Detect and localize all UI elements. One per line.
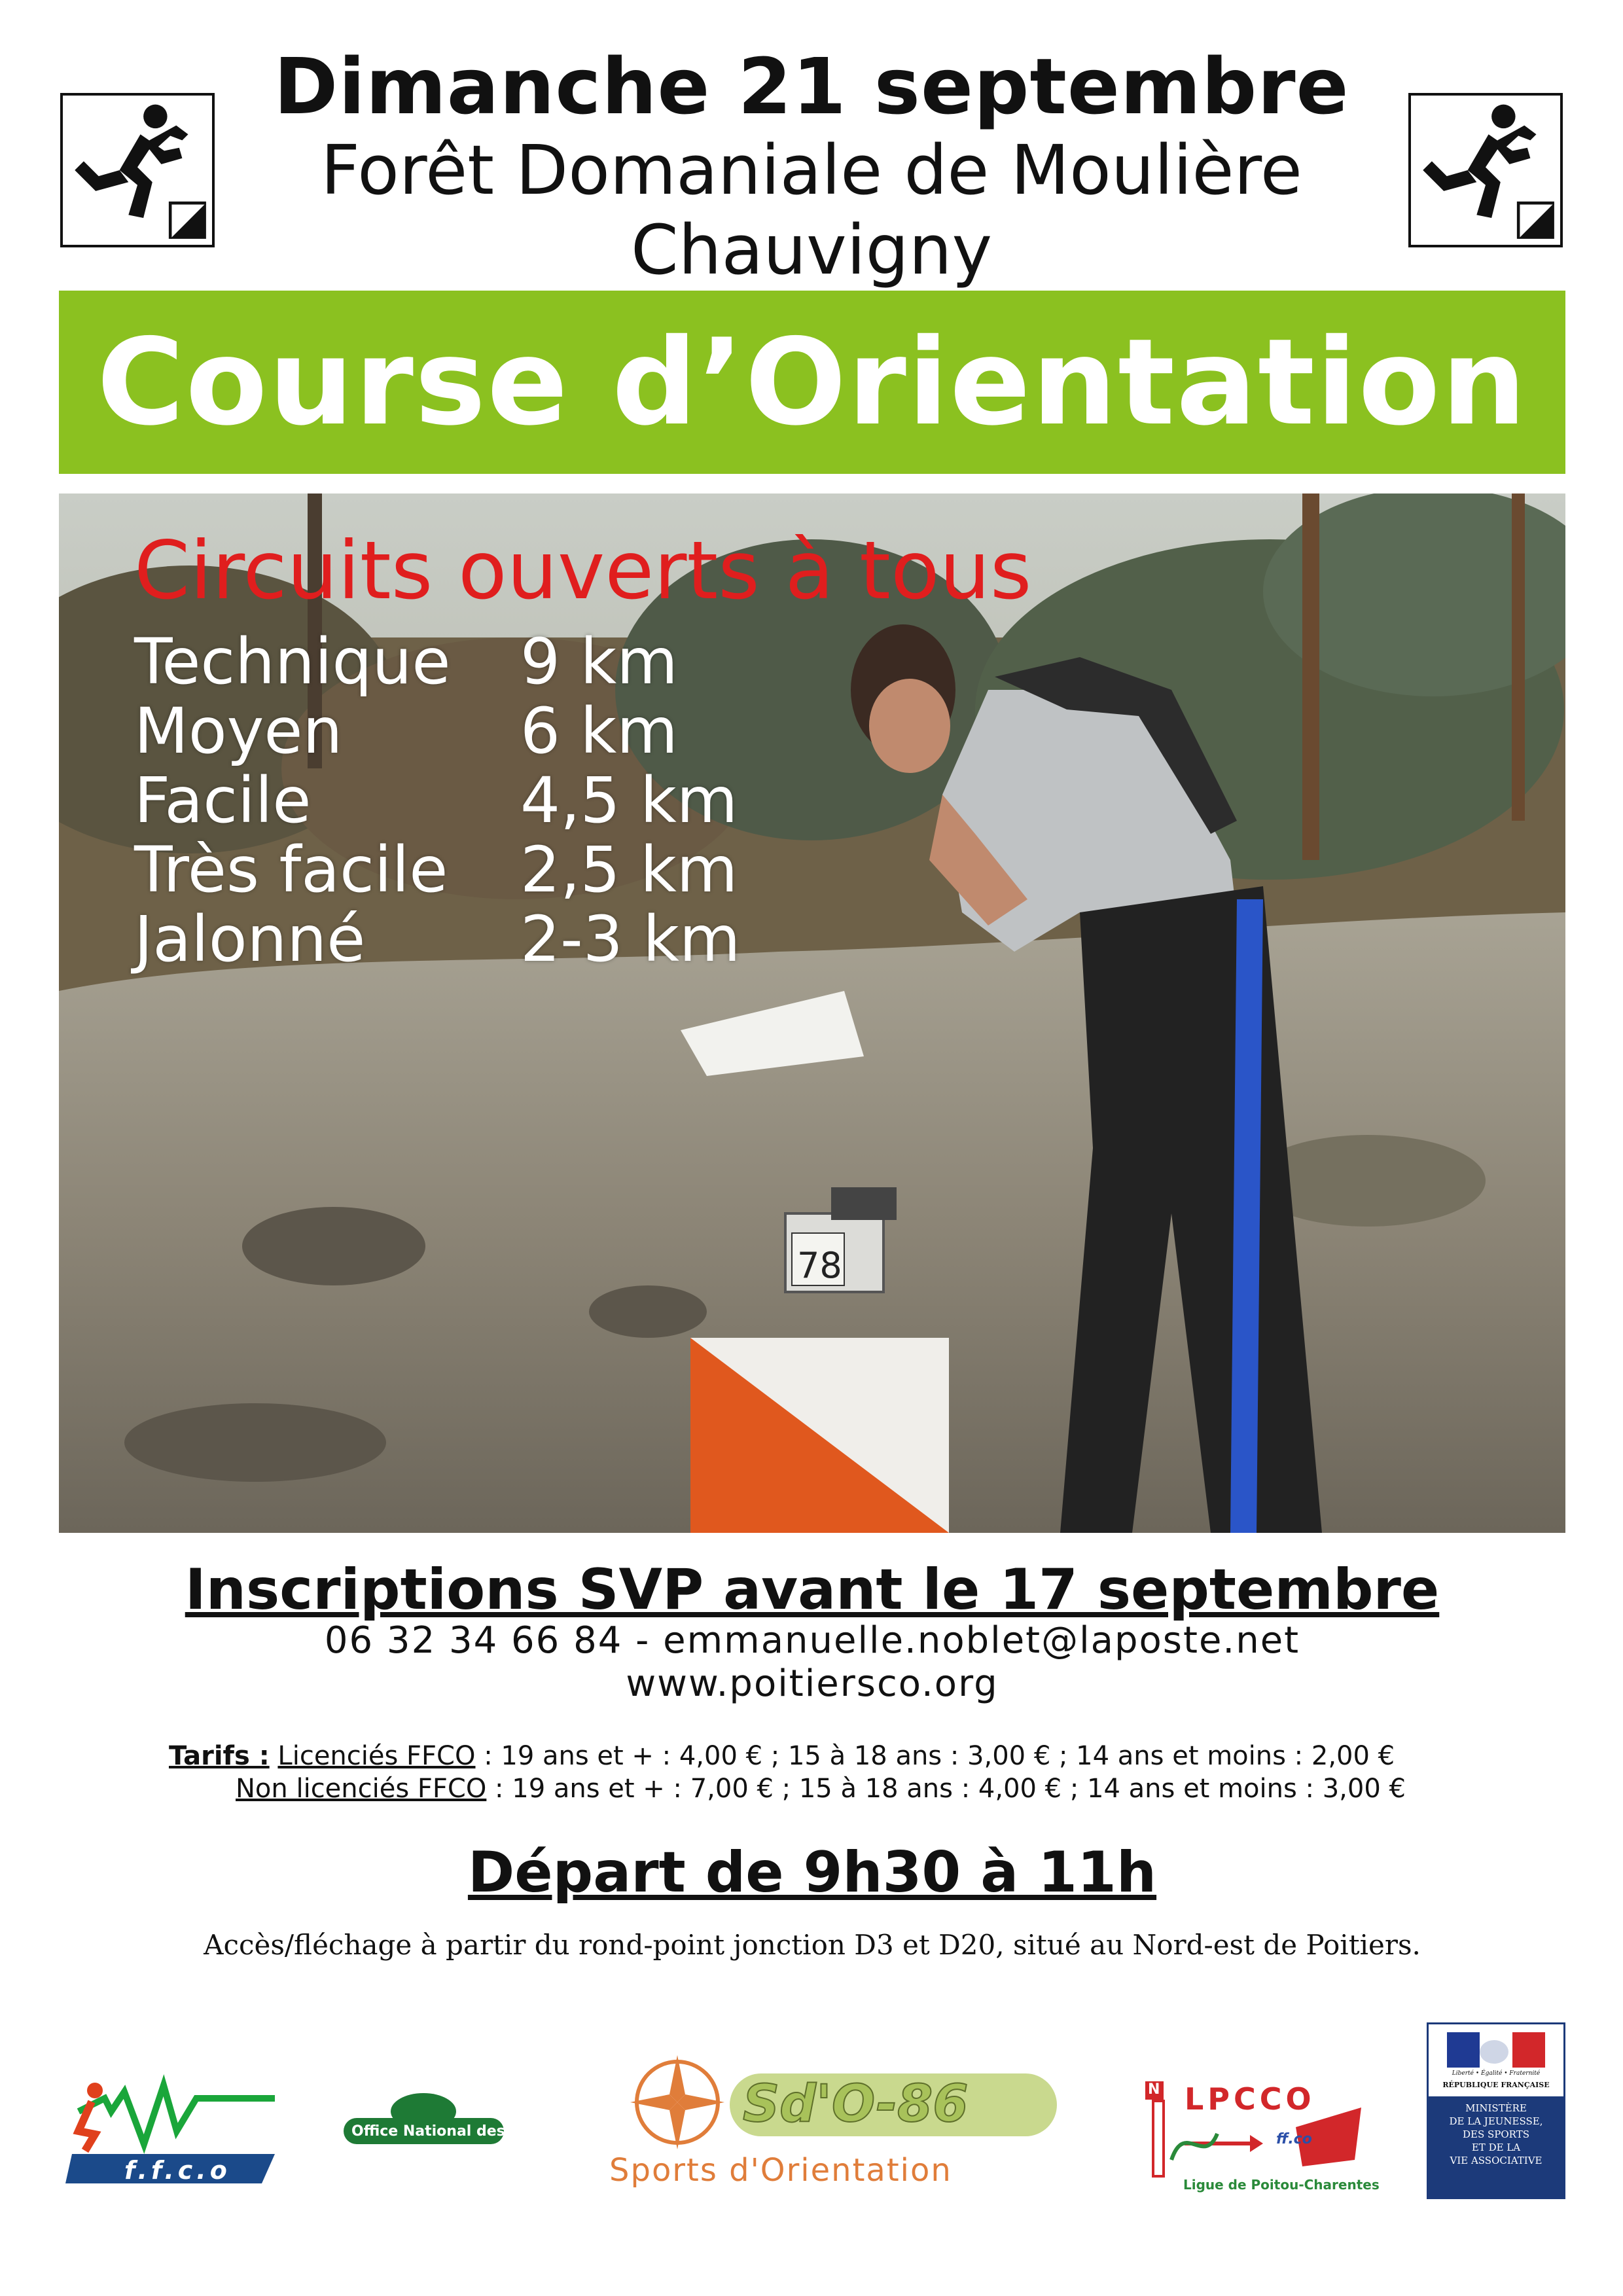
circuit-distance: 2,5 km [520, 833, 738, 906]
circuit-distance: 4,5 km [520, 764, 738, 837]
ministry-name-line: DE LA JEUNESSE, [1449, 2115, 1543, 2127]
circuit-name: Facile [134, 764, 312, 837]
circuit-name: Très facile [134, 833, 448, 906]
circuit-name: Jalonné [134, 903, 366, 976]
start-time-title: Départ de 9h30 à 11h [467, 1840, 1157, 1905]
orienteering-runner-icon-left [60, 93, 215, 247]
sdo86-subtitle: Sports d'Orientation [609, 2152, 952, 2189]
circuit-distance: 6 km [520, 694, 678, 768]
ministry-header [1429, 2024, 1563, 2096]
circuit-row [134, 764, 738, 837]
event-date: Dimanche 21 septembre [274, 41, 1349, 132]
tarif-licensed [169, 1740, 1395, 1772]
contact-line: 06 32 34 66 84 - emmanuelle.noblet@laposte.net [324, 1619, 1300, 1662]
circuit-row [134, 694, 678, 768]
onf-logo [344, 2092, 562, 2151]
circuit-row [134, 833, 738, 906]
ministry-name-line: DES SPORTS [1463, 2128, 1529, 2140]
event-title-banner: Course d’Orientation [59, 291, 1565, 474]
lpcco-subtitle: Ligue de Poitou-Charentes [1183, 2177, 1380, 2193]
circuit-distance: 9 km [520, 625, 678, 698]
onf-text: Office National des Forêts [351, 2123, 562, 2140]
ministry-name-line: VIE ASSOCIATIVE [1450, 2155, 1543, 2166]
circuits-title: Circuits ouverts à tous [134, 524, 1032, 617]
orienteering-runner-icon [63, 96, 212, 245]
sdo86-logo [605, 2055, 1077, 2193]
event-city: Chauvigny [630, 210, 993, 290]
sdo86-name: Sd'O-86 [743, 2075, 969, 2134]
lpcco-n: N [1148, 2081, 1160, 2098]
tarif-label: Tarifs : [169, 1741, 270, 1771]
ministry-motto: Liberté • Égalité • Fraternité [1452, 2070, 1541, 2077]
circuit-name: Technique [134, 625, 451, 698]
licensed-label: Licenciés FFCO [277, 1741, 476, 1771]
control-number: 78 [797, 1245, 842, 1286]
registration-title: Inscriptions SVP avant le 17 septembre [185, 1557, 1440, 1623]
ffco-logo [65, 2072, 281, 2190]
tarif-unlicensed [236, 1772, 1406, 1805]
ministry-republic: RÉPUBLIQUE FRANÇAISE [1442, 2081, 1550, 2089]
licensed-prices: : 19 ans et + : 4,00 € ; 15 à 18 ans : 3,00 € ; 14 ans et moins : 2,00 € [475, 1741, 1395, 1771]
ministry-name [1429, 2102, 1563, 2167]
ministry-name-line: MINISTÈRE [1465, 2102, 1527, 2114]
lpcco-ffco: ff.co [1276, 2131, 1312, 2147]
orienteering-runner-icon-right [1408, 93, 1563, 247]
ministry-logo [1427, 2022, 1565, 2199]
lpcco-logo [1145, 2081, 1380, 2199]
unlicensed-label: Non licenciés FFCO [236, 1774, 487, 1804]
ministry-name-line: ET DE LA [1471, 2142, 1521, 2153]
unlicensed-prices: : 19 ans et + : 7,00 € ; 15 à 18 ans : 4,00 € ; 14 ans et moins : 3,00 € [486, 1774, 1406, 1804]
access-directions: Accès/fléchage à partir du rond-point jonction D3 et D20, situé au Nord-est de Poitiers. [204, 1929, 1421, 1961]
lpcco-title: LPCCO [1185, 2081, 1315, 2117]
circuit-distance: 2-3 km [520, 903, 741, 976]
circuit-name: Moyen [134, 694, 343, 768]
ffco-text: f.f.c.o [124, 2156, 231, 2185]
circuit-row [134, 625, 678, 698]
circuit-row [134, 903, 741, 976]
website-link[interactable]: www.poitiersco.org [626, 1662, 999, 1705]
orienteering-runner-icon [1411, 96, 1560, 245]
event-place: Forêt Domaniale de Moulière [321, 130, 1302, 210]
